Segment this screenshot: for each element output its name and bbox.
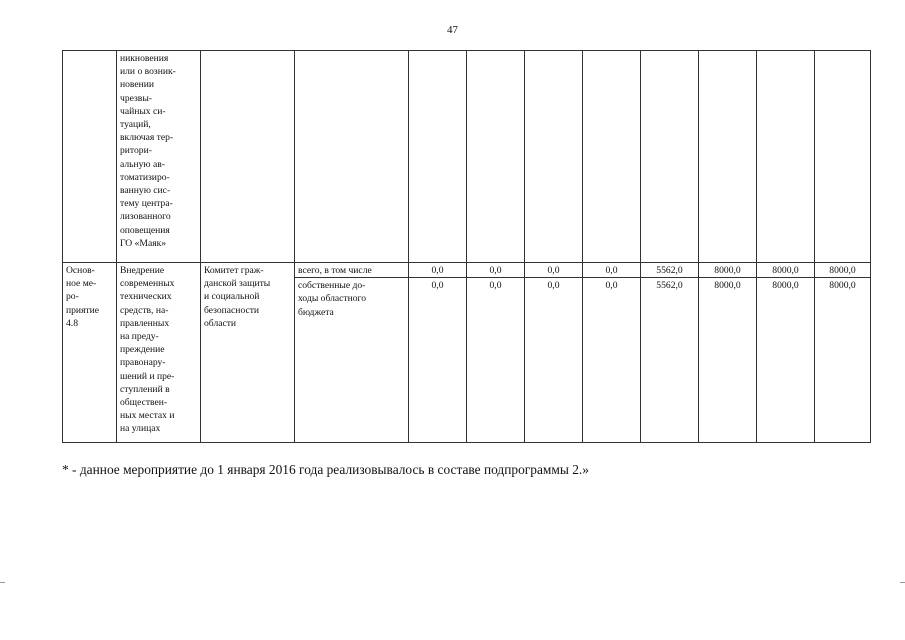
cell-value: 0,0 [409, 263, 467, 278]
cell-value: 5562,0 [641, 278, 699, 443]
cell-value: 0,0 [525, 278, 583, 443]
scan-edge-mark-left [0, 582, 5, 583]
cell-empty [641, 51, 699, 263]
cell-executor: Комитет граж- данской защиты и социальной безопасности области [201, 263, 295, 443]
cell-value: 0,0 [409, 278, 467, 443]
cell-empty [467, 51, 525, 263]
cell-value: 8000,0 [757, 263, 815, 278]
table-row-item-4-8-total [63, 263, 871, 278]
cell-label-empty [63, 51, 117, 263]
cell-empty [201, 51, 295, 263]
cell-value: 8000,0 [757, 278, 815, 443]
cell-value: 8000,0 [815, 263, 871, 278]
cell-value: 8000,0 [699, 278, 757, 443]
cell-value: 8000,0 [699, 263, 757, 278]
cell-funding-source: всего, в том числе [295, 263, 409, 278]
cell-empty [525, 51, 583, 263]
footnote: * - данное мероприятие до 1 января 2016 года реализовывалось в составе подпрограммы 2.» [62, 462, 589, 477]
cell-funding-source: собственные до- ходы областного бюджета [295, 278, 409, 443]
page-number: 47 [447, 24, 458, 36]
cell-event-label: Основ- ное ме- ро- приятие 4.8 [63, 263, 117, 443]
cell-empty [699, 51, 757, 263]
cell-value: 0,0 [583, 263, 641, 278]
budget-table [62, 50, 871, 443]
cell-value: 0,0 [467, 263, 525, 278]
cell-empty [409, 51, 467, 263]
cell-value: 0,0 [583, 278, 641, 443]
cell-value: 8000,0 [815, 278, 871, 443]
cell-event-name: Внедрение современных технических средств, на- правленных на преду- преждение правонару- шений и пре- ступлений в обществен- ных местах и на улицах [117, 263, 201, 443]
cell-empty [815, 51, 871, 263]
cell-empty [583, 51, 641, 263]
cell-event-name-continued: никновения или о возник- новении чрезвы- чайных си- туаций, включая тер- ритори- альную ав- томатизиро- ванную сис- тему центра- лизованного оповещения ГО «Маяк» [117, 51, 201, 263]
cell-value: 5562,0 [641, 263, 699, 278]
cell-empty [295, 51, 409, 263]
cell-value: 0,0 [467, 278, 525, 443]
cell-empty [757, 51, 815, 263]
scan-edge-mark-right [900, 582, 905, 583]
cell-value: 0,0 [525, 263, 583, 278]
table-row-continuation [63, 51, 871, 263]
